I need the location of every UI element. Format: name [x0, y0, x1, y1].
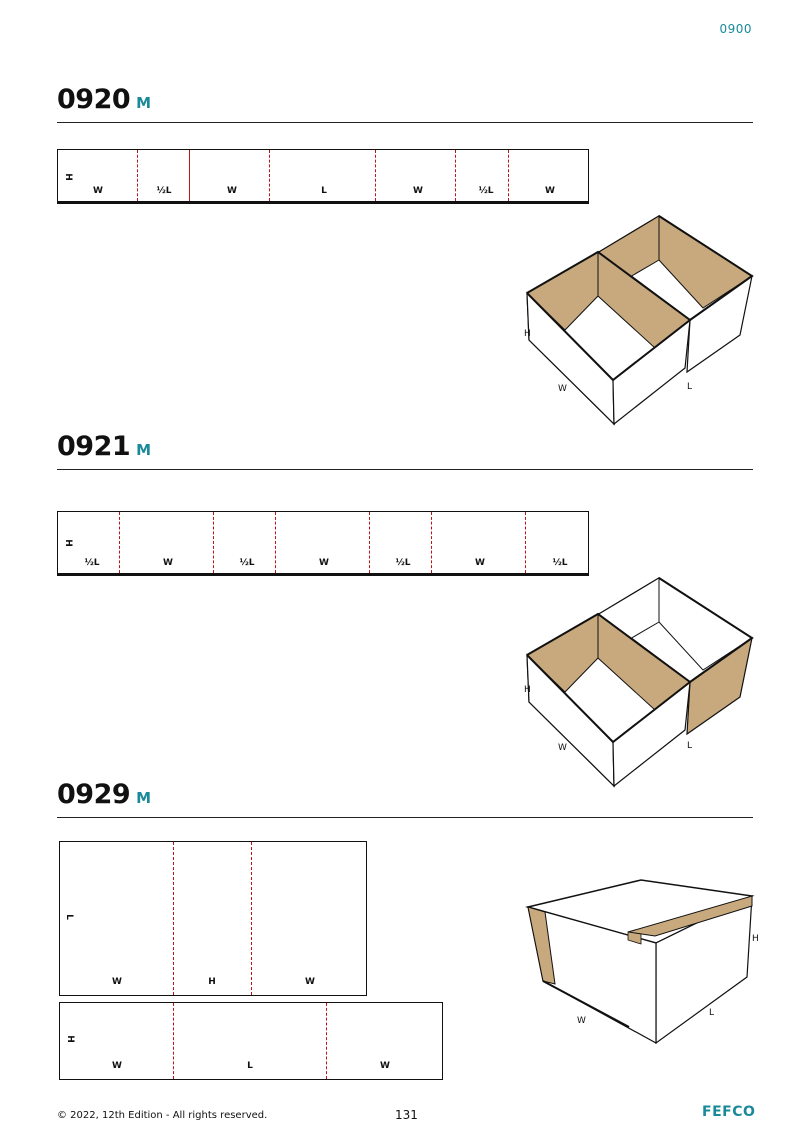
panel-label: L: [247, 1061, 253, 1071]
height-label: H: [62, 173, 73, 181]
panel-label: W: [163, 558, 173, 568]
style-code: 0921: [57, 431, 131, 462]
panel-label: ½L: [239, 558, 255, 568]
style-modifier: M: [136, 789, 151, 807]
fold-line: [173, 1003, 174, 1079]
blank-diagram-0921: [57, 511, 589, 576]
height-label: H: [62, 539, 73, 547]
box-illustration-0929: [515, 870, 765, 1050]
panel-label: W: [319, 558, 329, 568]
side-label: L: [63, 914, 74, 920]
panel-label: ½L: [395, 558, 411, 568]
style-modifier: M: [136, 441, 151, 459]
dimension-w: W: [558, 384, 567, 394]
style-title-0929: [57, 779, 151, 810]
section-code: 0900: [719, 22, 752, 36]
blank-diagram-0929-top: [59, 841, 367, 996]
blank-diagram-0920: [57, 149, 589, 204]
panel-label: W: [413, 186, 423, 196]
fold-line: [119, 512, 120, 573]
panel-label: L: [321, 186, 327, 196]
dimension-w: W: [558, 743, 567, 753]
fefco-logo: FEFCO: [702, 1104, 756, 1120]
fold-line: [269, 150, 270, 201]
panel-label: H: [208, 977, 216, 987]
style-title-0921: [57, 431, 151, 462]
fold-line: [375, 150, 376, 201]
panel-label: W: [227, 186, 237, 196]
fold-line: [525, 512, 526, 573]
blank-diagram-0929-bottom: [59, 1002, 443, 1080]
dimension-l: L: [709, 1008, 715, 1018]
panel-label: W: [93, 186, 103, 196]
box-illustration-0921: [515, 572, 765, 794]
fold-line: [189, 150, 190, 201]
fold-line: [213, 512, 214, 573]
fold-line: [251, 842, 252, 995]
fold-line: [455, 150, 456, 201]
page-number: 131: [395, 1108, 418, 1122]
dimension-h: H: [524, 329, 531, 339]
panel-label: ½L: [552, 558, 568, 568]
fold-line: [137, 150, 138, 201]
copyright: © 2022, 12th Edition - All rights reserved.: [57, 1110, 268, 1121]
style-code: 0929: [57, 779, 131, 810]
panel-label: W: [305, 977, 315, 987]
section-divider: [57, 469, 753, 470]
dimension-h: H: [524, 685, 531, 695]
dimension-h: H: [752, 934, 759, 944]
style-code: 0920: [57, 84, 131, 115]
dimension-l: L: [687, 741, 693, 751]
fold-line: [173, 842, 174, 995]
style-title-0920: [57, 84, 151, 115]
fold-line: [508, 150, 509, 201]
dimension-l: L: [687, 382, 693, 392]
style-modifier: M: [136, 94, 151, 112]
panel-label: W: [380, 1061, 390, 1071]
section-divider: [57, 817, 753, 818]
panel-label: ½L: [478, 186, 494, 196]
dimension-w: W: [577, 1016, 586, 1026]
section-divider: [57, 122, 753, 123]
panel-label: W: [112, 1061, 122, 1071]
panel-label: ½L: [156, 186, 172, 196]
fold-line: [275, 512, 276, 573]
side-label: H: [64, 1035, 75, 1043]
fold-line: [369, 512, 370, 573]
fold-line: [326, 1003, 327, 1079]
box-illustration-0920: [515, 210, 765, 435]
fold-line: [431, 512, 432, 573]
panel-label: ½L: [84, 558, 100, 568]
panel-label: W: [545, 186, 555, 196]
panel-label: W: [475, 558, 485, 568]
panel-label: W: [112, 977, 122, 987]
